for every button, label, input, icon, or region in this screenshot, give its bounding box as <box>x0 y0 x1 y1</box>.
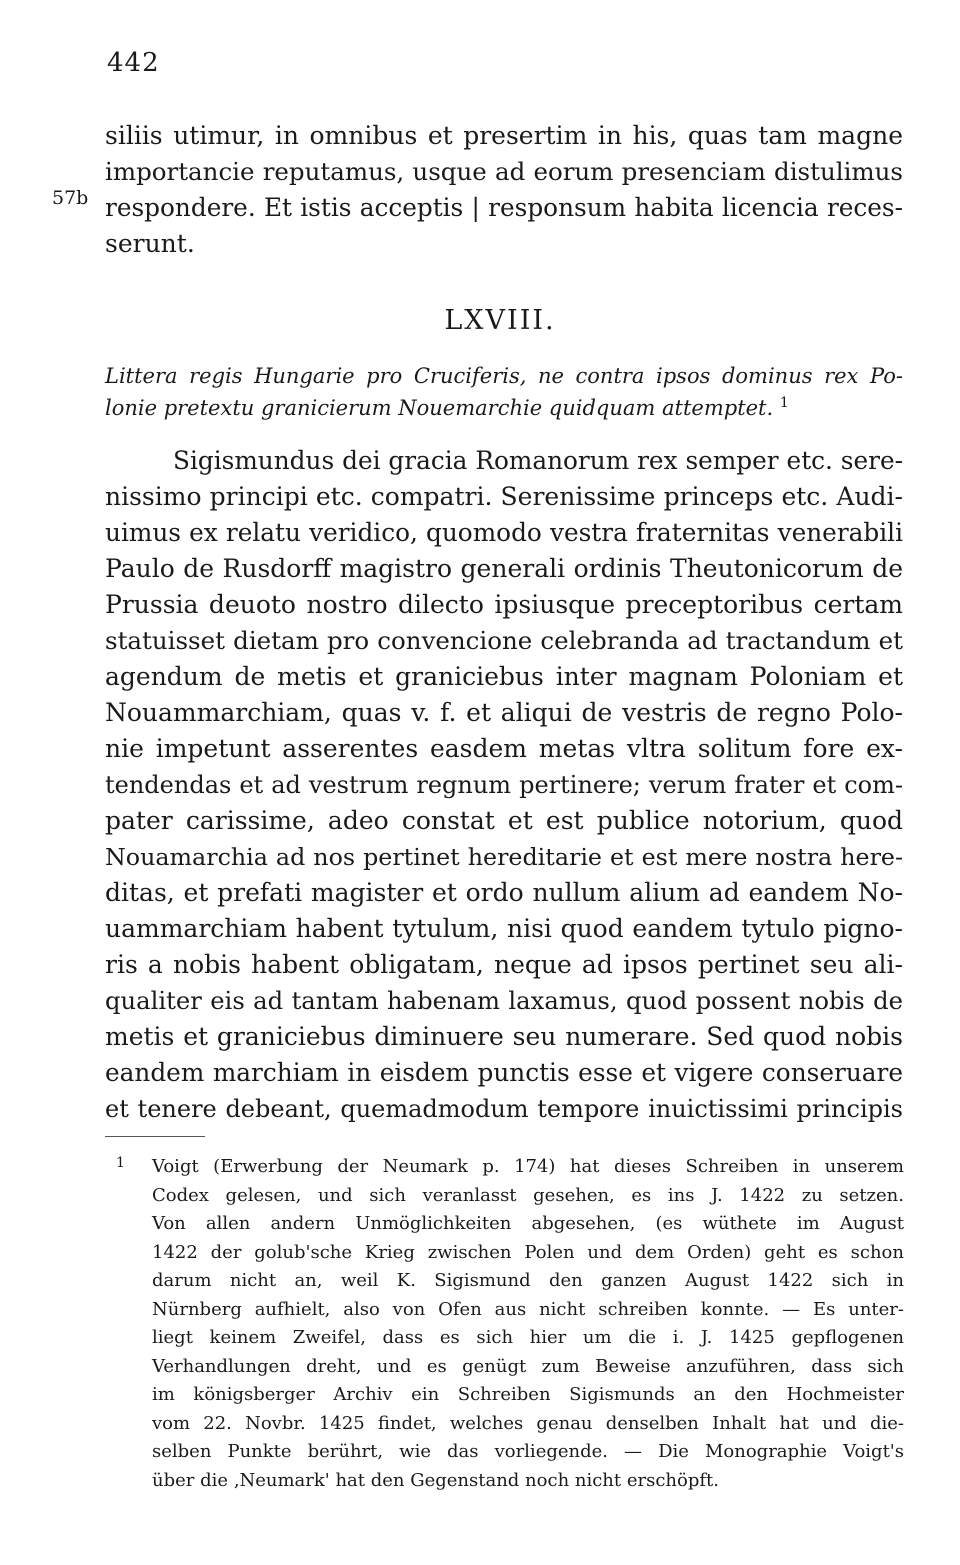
footnote-line: über die ‚Neumark' hat den Gegenstand noch nicht erschöpft. <box>152 1469 719 1491</box>
text-line: Sigismundus dei gracia Romanorum rex semper etc. sere- <box>173 446 903 475</box>
text-line: qualiter eis ad tantam habenam laxamus, quod possent nobis de <box>105 986 903 1015</box>
document-heading <box>105 360 903 424</box>
text-line: et tenere debeant, quemadmodum tempore inuictissimi principis <box>105 1095 903 1123</box>
footnote-line: Von allen andern Unmöglichkeiten abgesehen, (es wüthete im August <box>152 1213 904 1234</box>
document-number: LXVIII. <box>444 305 556 336</box>
letter-body <box>105 443 903 1127</box>
text-line: Paulo de Rusdorff magistro generali ordinis Theutonicorum de <box>105 554 903 583</box>
text-line: Nouammarchiam, quas v. f. et aliqui de vestris de regno Polo- <box>105 698 903 727</box>
text-line: serunt. <box>105 229 195 258</box>
footnote-line: Nürnberg aufhielt, also von Ofen aus nicht schreiben konnte. — Es unter- <box>152 1298 904 1320</box>
footnote-line: im königsberger Archiv ein Schreiben Sigismunds an den Hochmeister <box>152 1384 904 1405</box>
text-line: nie impetunt asserentes easdem metas vltra solitum fore ex- <box>105 734 903 763</box>
text-line: importancie reputamus, usque ad eorum presenciam distulimus <box>105 157 903 186</box>
text-line: Nouamarchia ad nos pertinet hereditarie et est mere nostra here- <box>105 843 903 871</box>
heading-line-text: lonie pretextu granicierum Nouemarchie quidquam attemptet. <box>105 396 774 420</box>
footnote-line: darum nicht an, weil K. Sigismund den ganzen August 1422 sich in <box>152 1270 904 1291</box>
text-line: ditas, et prefati magister et ordo nullum alium ad eandem No- <box>105 878 903 907</box>
text-line: siliis utimur, in omnibus et presertim in his, quas tam magne <box>105 121 903 150</box>
footnote-marker: 1 <box>116 1155 125 1171</box>
footnotes <box>116 1153 904 1495</box>
footnote-divider <box>105 1136 205 1137</box>
text-line: nissimo principi etc. compatri. Serenissime princeps etc. Audi- <box>105 482 903 511</box>
footnote-1 <box>116 1153 904 1182</box>
footnote-line: selben Punkte berührt, wie das vorliegende. — Die Monographie Voigt's <box>152 1441 904 1462</box>
page-number: 442 <box>107 48 160 78</box>
footnote-line: vom 22. Novbr. 1425 findet, welches genau denselben Inhalt hat und die- <box>152 1412 904 1434</box>
text-line: agendum de metis et graniciebus inter magnam Poloniam et <box>105 662 903 691</box>
footnote-line: Voigt (Erwerbung der Neumark p. 174) hat dieses Schreiben in unserem <box>152 1156 904 1177</box>
text-line: ris a nobis habent obligatam, neque ad ipsos pertinet seu ali- <box>105 950 903 979</box>
heading-line: Littera regis Hungarie pro Cruciferis, ne contra ipsos dominus rex Po- <box>105 364 903 388</box>
text-line: tendendas et ad vestrum regnum pertinere; verum frater et com- <box>105 771 903 799</box>
footnote-line: 1422 der golub'sche Krieg zwischen Polen und dem Orden) geht es schon <box>152 1241 904 1263</box>
footnote-reference[interactable]: 1 <box>779 395 789 411</box>
footnote-line: Codex gelesen, und sich veranlasst gesehen, es ins J. 1422 zu setzen. <box>152 1184 904 1206</box>
text-line: metis et graniciebus diminuere seu numerare. Sed quod nobis <box>105 1022 903 1051</box>
intro-paragraph <box>105 118 903 262</box>
text-line: uimus ex relatu veridico, quomodo vestra fraternitas venerabili <box>105 518 903 547</box>
text-line: statuisset dietam pro convencione celebranda ad tractandum et <box>105 626 903 655</box>
text-line: eandem marchiam in eisdem punctis esse et vigere conseruare <box>105 1058 903 1087</box>
footnote-line: Verhandlungen dreht, und es genügt zum Beweise anzuführen, dass sich <box>152 1355 904 1377</box>
margin-folio-note: 57b <box>52 187 89 209</box>
text-line: Prussia deuoto nostro dilecto ipsiusque preceptoribus certam <box>105 590 903 619</box>
footnote-line: liegt keinem Zweifel, dass es sich hier um die i. J. 1425 gepflogenen <box>152 1327 904 1348</box>
heading-line-last <box>105 392 903 424</box>
text-line: pater carissime, adeo constat et est publice notorium, quod <box>105 806 903 835</box>
text-line: uammarchiam habent tytulum, nisi quod eandem tytulo pigno- <box>105 914 903 943</box>
text-line: respondere. Et istis acceptis | responsum habita licencia reces- <box>105 193 903 222</box>
